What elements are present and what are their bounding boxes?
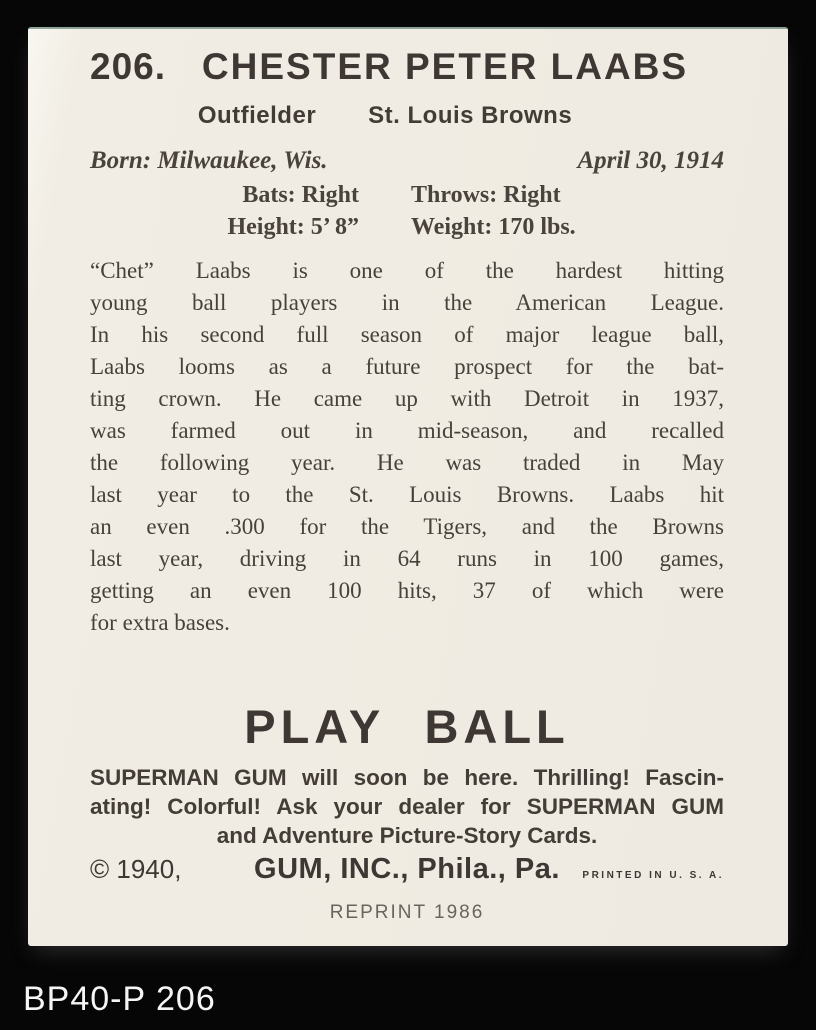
photo-caption: BP40-P 206 xyxy=(23,980,216,1018)
bio-line: In his second full season of major league ball, xyxy=(90,322,724,347)
ad-line: ating! Colorful! Ask your dealer for SUPERMAN GUM xyxy=(90,794,724,819)
player-name: CHESTER PETER LAABS xyxy=(201,46,689,87)
bio-line: an even .300 for the Tigers, and the Browns xyxy=(90,514,724,539)
ad-line: and Adventure Picture-Story Cards. xyxy=(216,823,598,848)
bio-line: last year to the St. Louis Browns. Laabs hit xyxy=(90,482,724,507)
printed-in-note: PRINTED IN U. S. A. xyxy=(582,870,724,881)
height-weight-row xyxy=(68,213,702,241)
gum-advertisement xyxy=(90,763,724,850)
bio-line: Laabs looms as a future prospect for the bat- xyxy=(90,354,724,379)
baseball-card-back xyxy=(28,27,788,946)
bats-throws-row xyxy=(68,181,702,209)
birthdate-value: April 30, 1914 xyxy=(577,147,724,174)
player-team: St. Louis Browns xyxy=(368,102,573,129)
reprint-note: REPRINT 1986 xyxy=(329,902,485,923)
throws-value: Throws: Right xyxy=(411,182,561,208)
bio-line: was farmed out in mid-season, and recalled xyxy=(90,418,724,443)
bio-line: for extra bases. xyxy=(90,610,230,635)
bio-line: last year, driving in 64 runs in 100 games, xyxy=(90,546,724,571)
card-header xyxy=(90,47,724,87)
publisher-name: GUM, INC., Phila., Pa. xyxy=(254,853,560,885)
card-number: 206. xyxy=(90,46,167,87)
position-team-row xyxy=(68,103,702,129)
weight-value: Weight: 170 lbs. xyxy=(411,214,576,240)
birth-row xyxy=(90,147,724,175)
ad-line: SUPERMAN GUM will soon be here. Thrilling! Fascin- xyxy=(90,765,724,790)
bio-line: the following year. He was traded in May xyxy=(90,450,724,475)
height-value: Height: 5’ 8” xyxy=(227,214,359,240)
bio-line: young ball players in the American League. xyxy=(90,290,724,315)
bio-line: getting an even 100 hits, 37 of which were xyxy=(90,578,724,603)
birthplace-value: Born: Milwaukee, Wis. xyxy=(90,147,328,174)
bio-line: “Chet” Laabs is one of the hardest hitting xyxy=(90,258,724,283)
publisher-row xyxy=(90,853,724,886)
bats-value: Bats: Right xyxy=(242,182,359,208)
bio-line: ting crown. He came up with Detroit in 1937, xyxy=(90,386,724,411)
player-bio xyxy=(90,255,724,639)
card-content xyxy=(28,27,788,924)
copyright-notice: © 1940, xyxy=(90,854,182,884)
player-position: Outfielder xyxy=(197,102,317,129)
brand-title: PLAY BALL xyxy=(244,700,570,753)
